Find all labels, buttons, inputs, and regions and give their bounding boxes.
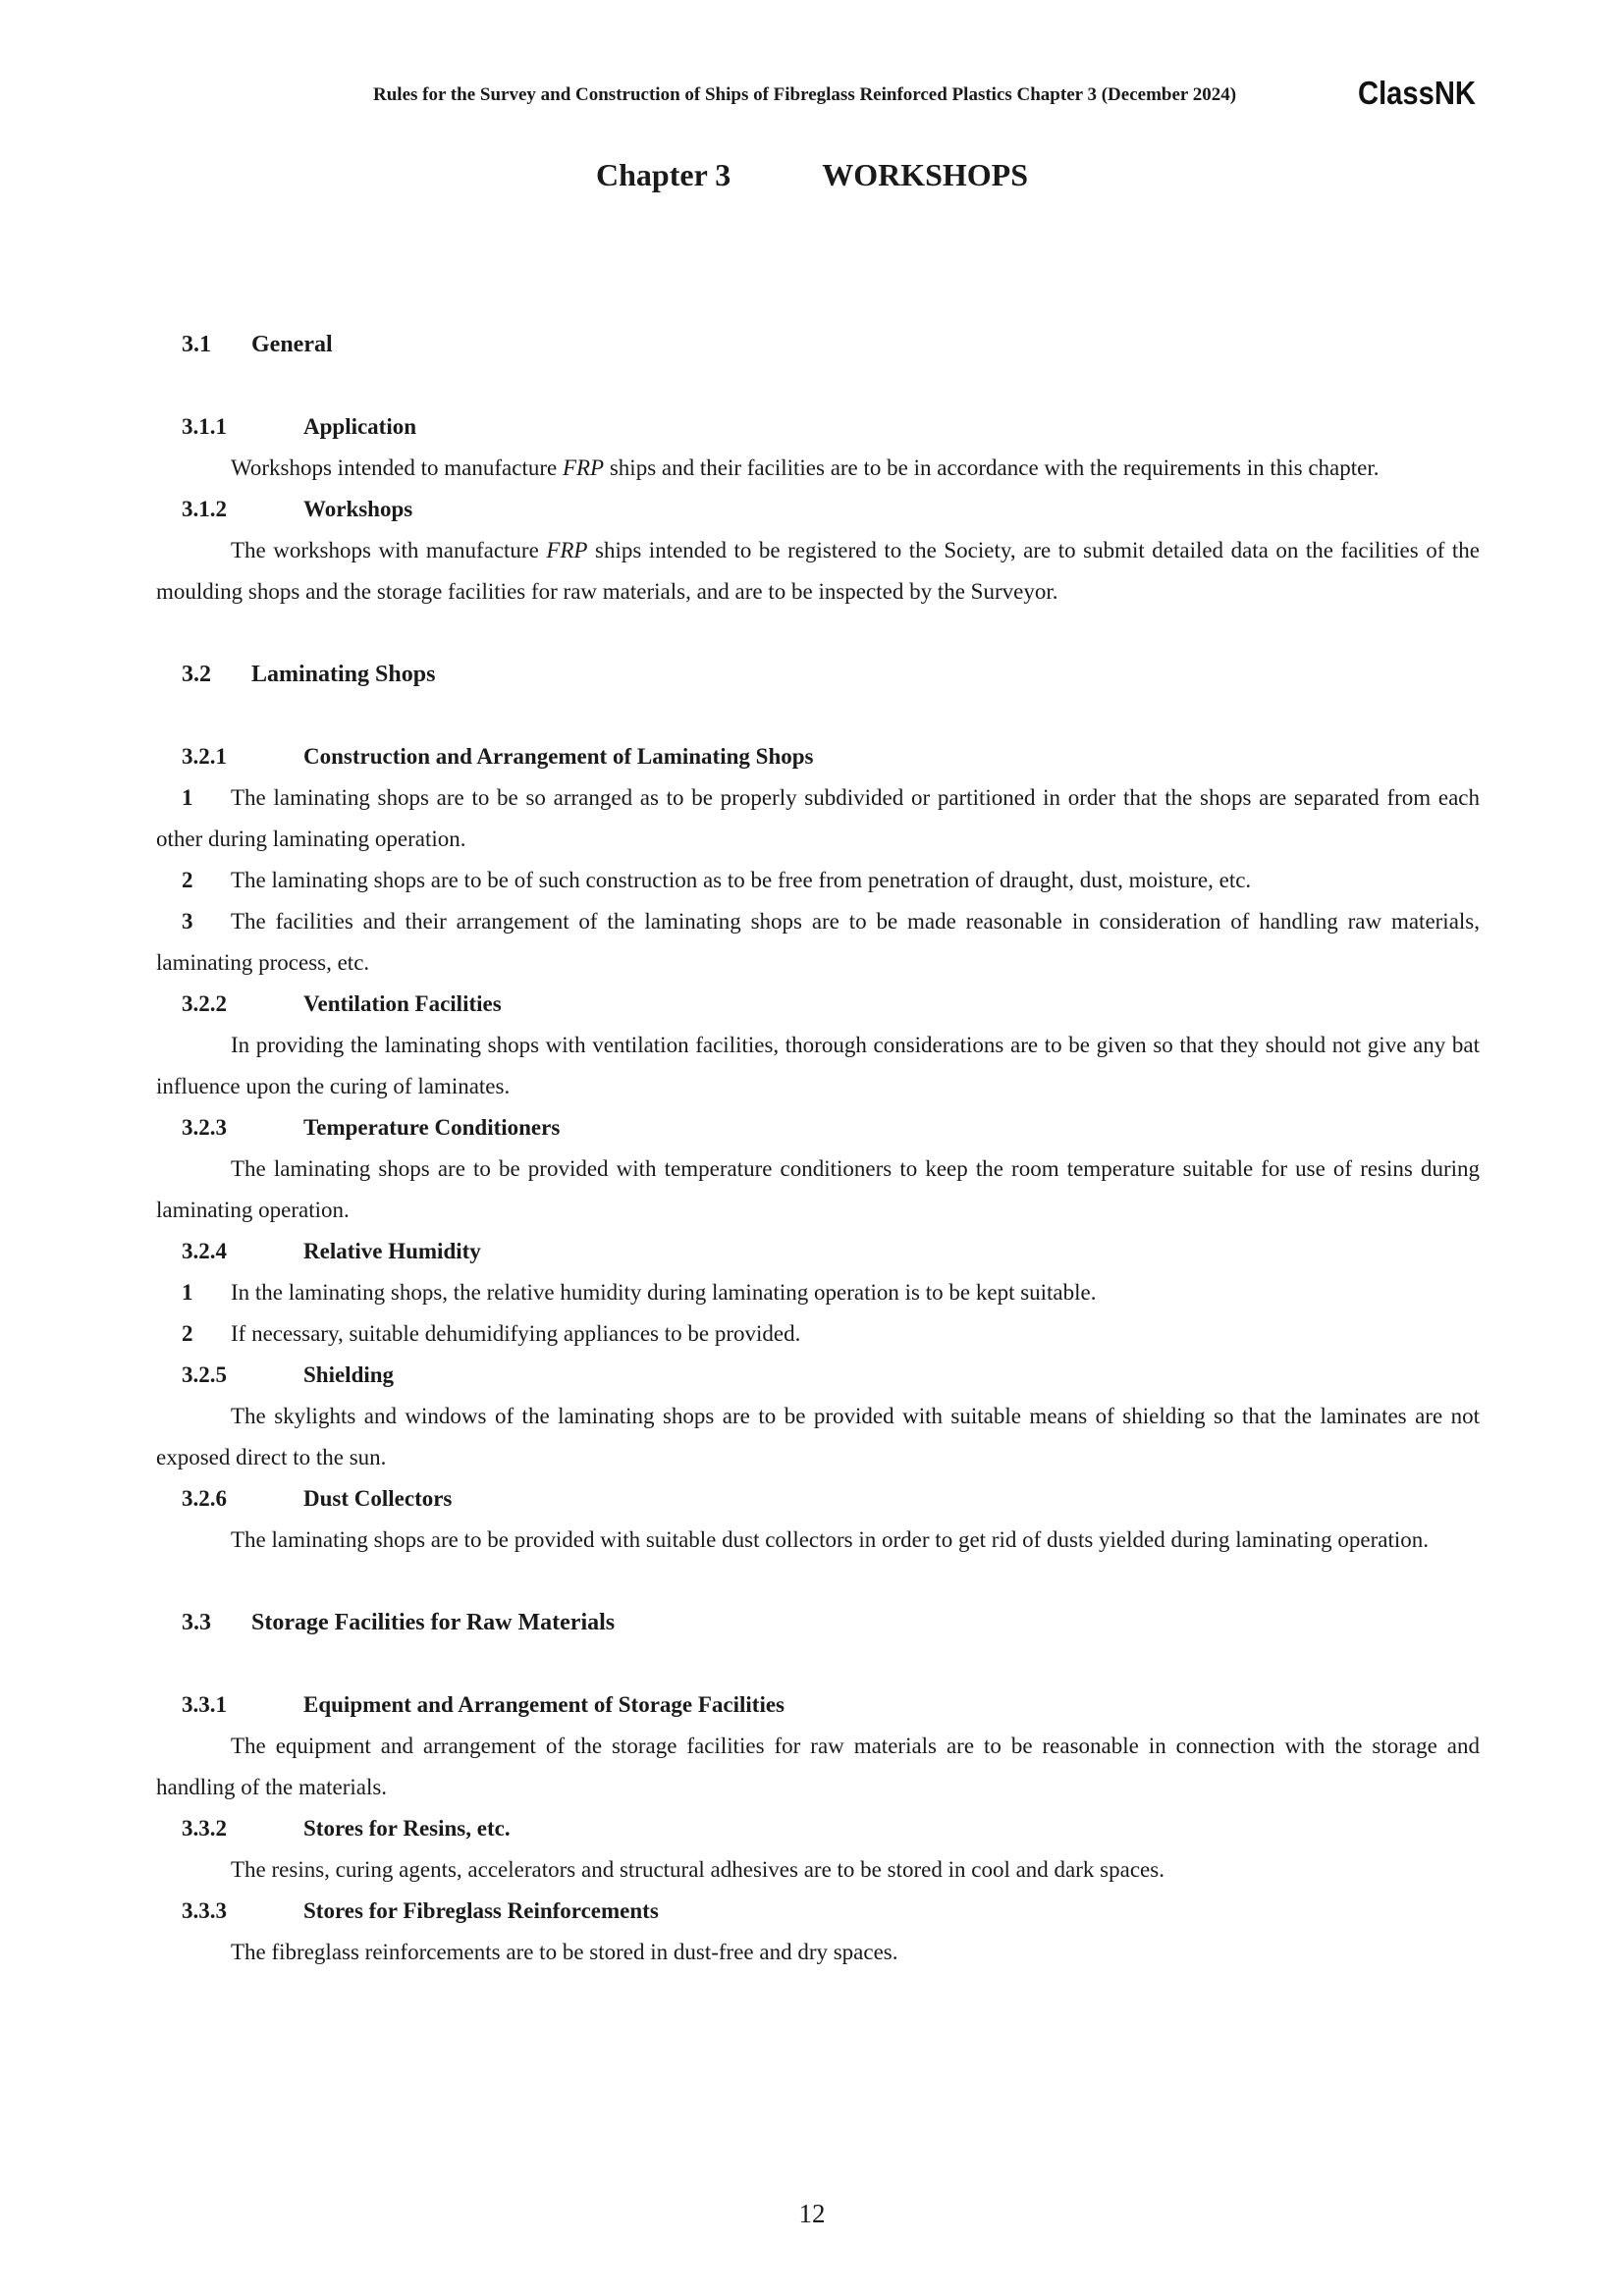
paragraph: The equipment and arrangement of the storage facilities for raw materials are to be reasonable in connection with the storage and handling of the materials. [156,1734,1480,1799]
paragraph: The resins, curing agents, accelerators and structural adhesives are to be stored in cool and dark spaces. [231,1857,1164,1882]
section-heading: 3.2 Laminating Shops [182,662,436,687]
paragraph: In providing the laminating shops with ventilation facilities, thorough considerations are to be given so that they should not give any bat influence upon the curing of laminates. [156,1033,1480,1098]
subsection-heading: 3.2.5 Shielding [182,1362,395,1387]
paragraph: The laminating shops are to be provided with temperature conditioners to keep the room temperature suitable for use of resins during laminating operation. [156,1156,1480,1222]
subsection-heading: 3.2.2 Ventilation Facilities [182,991,502,1016]
subsection-heading: 3.2.6 Dust Collectors [182,1486,453,1511]
section-heading: 3.1 General [182,332,333,357]
subsection-heading: 3.3.3 Stores for Fibreglass Reinforcements [182,1898,659,1923]
chapter-number: Chapter 3 [596,157,731,192]
chapter-name: WORKSHOPS [822,157,1028,192]
subsection-heading: 3.3.2 Stores for Resins, etc. [182,1816,511,1841]
paragraph: The laminating shops are to be provided with suitable dust collectors in order to get rid of dusts yielded during laminating operation. [231,1527,1430,1552]
classnk-logo [1358,73,1478,112]
numbered-item: 1 In the laminating shops, the relative humidity during laminating operation is to be kept suitable. [182,1280,1097,1305]
chapter-title [0,157,1624,193]
page-number: 12 [798,2199,826,2228]
document-body [156,324,1480,1973]
subsection-heading: 3.1.1 Application [182,414,417,439]
subsection-heading: 3.2.3 Temperature Conditioners [182,1115,561,1140]
paragraph: Workshops intended to manufacture FRP ships and their facilities are to be in accordance with the requirements in this chapter. [231,455,1380,480]
subsection-heading: 3.2.1 Construction and Arrangement of Laminating Shops [182,744,814,769]
subsection-heading: 3.1.2 Workshops [182,497,413,521]
section-heading: 3.3 Storage Facilities for Raw Materials [182,1610,616,1635]
subsection-heading: 3.3.1 Equipment and Arrangement of Storage Facilities [182,1692,785,1717]
paragraph: The skylights and windows of the laminating shops are to be provided with suitable means of shielding so that the laminates are not exposed direct to the sun. [156,1404,1480,1469]
paragraph: The fibreglass reinforcements are to be stored in dust-free and dry spaces. [231,1940,898,1964]
numbered-item: 2 The laminating shops are to be of such construction as to be free from penetration of draught, dust, moisture, etc. [182,868,1252,892]
running-header [373,75,1478,114]
paragraph: The workshops with manufacture FRP ships intended to be registered to the Society, are to submit detailed data on the facilities of the moulding shops and the storage facilities for raw materials, and are to be inspected by the Surveyor. [156,538,1480,604]
running-title: Rules for the Survey and Construction of Ships of Fibreglass Reinforced Plastics Chapter 3 (December 2024) [373,84,1237,105]
numbered-item: 1 The laminating shops are to be so arranged as to be properly subdivided or partitioned in order that the shops are separated from each other during laminating operation. [156,785,1480,851]
numbered-item: 3 The facilities and their arrangement of the laminating shops are to be made reasonable in consideration of handling raw materials, laminating process, etc. [156,909,1480,975]
numbered-item: 2 If necessary, suitable dehumidifying appliances to be provided. [182,1321,801,1346]
subsection-heading: 3.2.4 Relative Humidity [182,1239,481,1263]
svg-text:ClassNK: ClassNK [1358,75,1477,111]
